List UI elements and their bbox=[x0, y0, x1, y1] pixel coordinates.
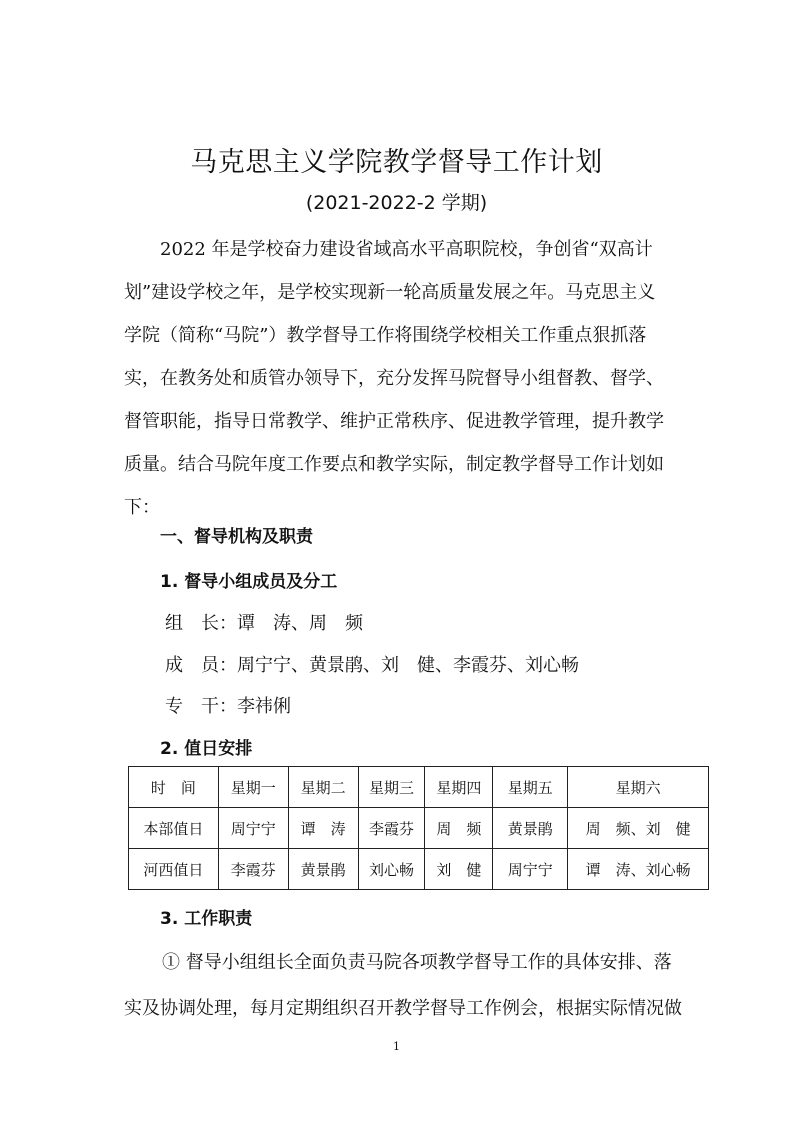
subsection-heading-3: 3. 工作职责 bbox=[160, 909, 253, 929]
section-heading-1: 一、督导机构及职责 bbox=[160, 527, 313, 547]
table-cell: 刘心畅 bbox=[358, 849, 425, 890]
intro-line: 质量。结合马院年度工作要点和教学实际，制定教学督导工作计划如 bbox=[124, 454, 664, 475]
table-cell: 本部值日 bbox=[129, 808, 219, 849]
table-header-row bbox=[129, 767, 709, 808]
table-cell: 李霞芬 bbox=[358, 808, 425, 849]
table-cell: 黄景鹃 bbox=[288, 849, 358, 890]
table-row bbox=[129, 849, 709, 890]
member-line-clerk: 专 干：李祎俐 bbox=[165, 696, 291, 717]
table-cell: 谭 涛 bbox=[288, 808, 358, 849]
table-header-cell: 时 间 bbox=[129, 767, 219, 808]
table-cell: 河西值日 bbox=[129, 849, 219, 890]
intro-line: 下： bbox=[124, 497, 160, 518]
table-row bbox=[129, 808, 709, 849]
document-subtitle: (2021-2022-2 学期) bbox=[305, 192, 488, 214]
duty-line: ① 督导小组组长全面负责马院各项教学督导工作的具体安排、落 bbox=[162, 952, 672, 973]
table-cell: 周宁宁 bbox=[218, 808, 288, 849]
subsection-heading-2: 2. 值日安排 bbox=[160, 739, 253, 759]
table-cell: 周宁宁 bbox=[493, 849, 568, 890]
document-title: 马克思主义学院教学督导工作计划 bbox=[190, 147, 603, 178]
table-cell: 李霞芬 bbox=[218, 849, 288, 890]
intro-line: 2022 年是学校奋力建设省域高水平高职院校，争创省“双高计 bbox=[160, 239, 653, 260]
member-line-leader: 组 长：谭 涛、周 频 bbox=[165, 613, 363, 634]
table-header-cell: 星期三 bbox=[358, 767, 425, 808]
table-cell: 谭 涛、刘心畅 bbox=[568, 849, 709, 890]
intro-line: 实，在教务处和质管办领导下，充分发挥马院督导小组督教、督学、 bbox=[124, 368, 664, 389]
table-cell: 刘 健 bbox=[425, 849, 493, 890]
table-cell: 周 频、刘 健 bbox=[568, 808, 709, 849]
table-cell: 周 频 bbox=[425, 808, 493, 849]
table-header-cell: 星期六 bbox=[568, 767, 709, 808]
duty-paragraph bbox=[124, 940, 684, 1032]
table-header-cell: 星期五 bbox=[493, 767, 568, 808]
intro-line: 学院（简称“马院”）教学督导工作将围绕学校相关工作重点狠抓落 bbox=[124, 325, 647, 346]
page-number: 1 bbox=[393, 1040, 400, 1053]
member-line-members: 成 员：周宁宁、黄景鹃、刘 健、李霞芬、刘心畅 bbox=[165, 655, 579, 676]
table-cell: 黄景鹃 bbox=[493, 808, 568, 849]
intro-paragraph bbox=[124, 228, 684, 529]
duty-line: 实及协调处理，每月定期组织召开教学督导工作例会，根据实际情况做 bbox=[124, 998, 682, 1019]
intro-line: 督管职能，指导日常教学、维护正常秩序、促进教学管理，提升教学 bbox=[124, 411, 664, 432]
duty-schedule-table bbox=[128, 766, 709, 890]
subsection-heading-1: 1. 督导小组成员及分工 bbox=[160, 572, 338, 592]
table-header-cell: 星期一 bbox=[218, 767, 288, 808]
table-header-cell: 星期四 bbox=[425, 767, 493, 808]
table-header-cell: 星期二 bbox=[288, 767, 358, 808]
intro-line: 划”建设学校之年，是学校实现新一轮高质量发展之年。马克思主义 bbox=[124, 282, 656, 303]
